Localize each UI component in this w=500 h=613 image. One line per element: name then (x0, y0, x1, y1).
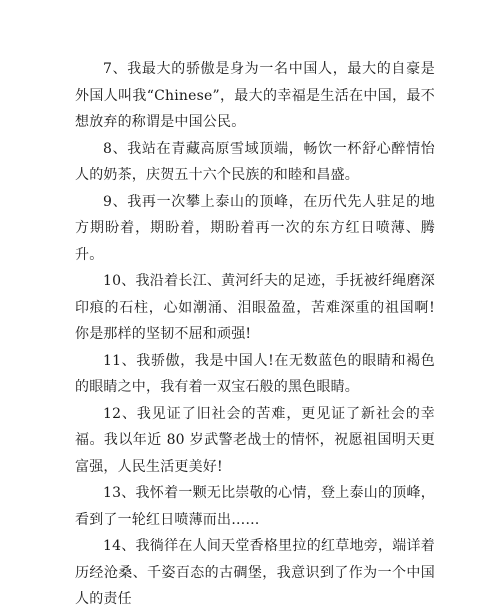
paragraph-13: 13、我怀着一颗无比崇敬的心情，登上泰山的顶峰，看到了一轮红日喷薄而出…… (75, 485, 435, 528)
document-body (75, 56, 435, 613)
paragraph-7: 7、我最大的骄傲是身为一名中国人，最大的自豪是外国人叫我“Chinese”，最大的幸福是生活在中国，最不想放弃的称谓是中国公民。 (75, 61, 435, 130)
paragraph-12: 12、我见证了旧社会的苦难，更见证了新社会的幸福。我以年近 80 岁武警老战士的情怀，祝愿祖国明天更富强，人民生活更美好! (75, 405, 435, 475)
paragraph-10: 10、我沿着长江、黄河纤夫的足迹，手抚被纤绳磨深印痕的石柱，心如潮涌、泪眼盈盈，苦难深重的祖国啊!你是那样的坚韧不屈和顽强! (75, 273, 435, 342)
paragraph-14: 14、我徜徉在人间天堂香格里拉的红草地旁，端详着历经沧桑、千姿百态的古碉堡，我意识到了作为一个中国人的责任 (75, 538, 435, 607)
paragraph-11: 11、我骄傲，我是中国人!在无数蓝色的眼睛和褐色的眼睛之中，我有着一双宝石般的黑色眼睛。 (75, 352, 435, 395)
paragraph-9: 9、我再一次攀上泰山的顶峰，在历代先人驻足的地方期盼着，期盼着，期盼着再一次的东方红日喷薄、腾升。 (75, 193, 435, 263)
paragraph-8: 8、我站在青藏高原雪域顶端，畅饮一杯舒心醉情怡人的奶茶，庆贺五十六个民族的和睦和昌盛。 (75, 140, 435, 183)
